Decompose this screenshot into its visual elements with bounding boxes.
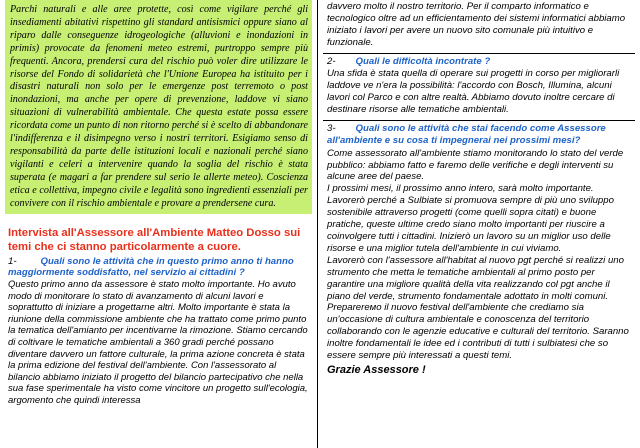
answer-3-paragraph: I prossimi mesi, il prossimo anno intero, sarà molto importante. (327, 183, 594, 195)
column-divider (317, 0, 318, 448)
question-2 (323, 53, 635, 68)
question-1-number: 1- (8, 255, 17, 267)
interview-title: Intervista all'Assessore all'Ambiente Matteo Dosso sui temi che ci stanno particolarmente a cuore. (8, 226, 301, 253)
question-2-text: Quali le difficoltà incontrate ? (355, 55, 491, 67)
question-3 (323, 120, 635, 147)
answer-1-continued: davvero molto il nostro territorio. Per il comparto informatico e tecnologico oltre ad un efficientamento dei sistemi informatici abbiamo iniziato i lavori per avere un nuovo sito comunale più intuitivo e funzionale. (327, 1, 626, 48)
answer-3 (323, 147, 635, 362)
right-column (323, 0, 635, 378)
interview-section (5, 226, 312, 407)
answer-3-paragraph: Lavorerò con l'assessore all'habitat al nuovo pgt perché si realizzi uno strumento che metta le tematiche ambientali al primo posto per garantire una migliore qualità della vita realizzando col pgt anche il piano del verde, strumento fondamentale adottato in molti comuni. (327, 254, 624, 302)
question-3-number: 3- (327, 123, 336, 135)
answer-3-paragraph: Lavorerò perché a Sulbiate si promuova sempre di più uno sviluppo sostenibile attraverso progetti (come quelli sopra citati) e buone pratiche, queste ultime credo siano molto importanti per riuscire a coinvolgere tutti i cittadini. Inizierò un lavoro su un miglior uso delle risorse e una miglior tutela dell'ambiente in cui viviamo. (327, 195, 614, 254)
answer-3-paragraph: Preparereмо il nuovo festival dell'ambiente che crediamo sia un'occasione di cultura ambientale e conoscenza del territorio collaborando con le agenzie educative e culturali del territorio. Saranno inoltre fondamentali le idee ed i contributi di tutti i sulbiatesi che so essere sempre più interessati a questi temi. (327, 302, 629, 362)
intro-text: Parchi naturali e alle aree protette, così come vigilare perché gli insediamenti abitativi rispettino gli standard antisismici oppure siano al riparo dalle conseguenze idrogeologiche (alluvioni e inondazioni in primis) provocate da fenomeni meteo estremi, purtroppo sempre più frequenti. Ancora, prendersi cura del rischio può voler dire utilizzare le risorse del Fondo di solidarietà che l'Unione Europea ha istituito per i disastri naturali non solo per le emergenze post terremoto o post inondazioni, ma anche per opere di prevenzione, laddove vi siano situazioni di vulnerabilità ambientale. Che questa estate possa essere ricordata come un punto di non ritorno perché si è scelto di abbandonare l'indifferenza e il disimpegno verso i nostri territori. Esigiamo senso di responsabilità da parte delle istituzioni locali e nazionali perché siano vigilanti e celeri a intervenire quando la soglia del rischio è stata superata (e magari a far prendere sul serio le allerte meteo). Coscienza etica e collettiva, impegno civile e legalità sono ingredienti essenziali per convivere con il rischio ambientale e provare a prendersene cura. (10, 4, 308, 209)
question-1 (5, 254, 312, 280)
intro-highlight-box (5, 0, 312, 214)
answer-3-paragraph: Come assessorato all'ambiente stiamo monitorando lo stato del verde pubblico: abbiamo fatto e faremo delle verifiche e degli interventi su alcune aree del paese. (327, 147, 624, 183)
answer-2: Una sfida è stata quella di operare sui progetti in corso per migliorarli laddove ve n'era la possibilità: l'accordo con Bosch, Illumina, alcuni lavori col Parco e con altre realtà. Abbiamo dovuto inoltre cercare di destinare risorse alle tematiche ambientali. (327, 68, 620, 116)
question-3-text: Quali sono le attività che stai facendo come Assessore all'ambiente e su cosa ti impegnerai nei prossimi mesi? (327, 123, 606, 146)
left-column (5, 0, 312, 407)
question-1-text: Quali sono le attività che in questo primo anno ti hanno maggiormente soddisfatto, nel servizio ai cittadini ? (8, 255, 294, 279)
answer-1: Questo primo anno da assessore è stato molto importante. Ho avuto modo di monitorare lo stato di avanzamento di alcuni lavori e soprattutto di iniziare a progettarne altri. Molto importante è stata la riunione della commissione ambiente che ha trattato come primo punto la tematica dell'amianto per incentivarne la rimozione. Stiamo cercando di coltivare le tematiche ambientali a 360 gradi perché possano diventare davvero un fattore culturale, la prima azione concreta è stata la prima edizione del festival dell'ambiente. Con l'assessorato al bilancio abbiamo iniziato il progetto del bilancio partecipativo che nella sua fase sperimentale ha visto come vincitore un progetto sull'ecologia, argomento che quindi interessa (8, 279, 308, 407)
question-2-number: 2- (327, 55, 336, 67)
closing-thanks: Grazie Assessore ! (327, 363, 426, 376)
